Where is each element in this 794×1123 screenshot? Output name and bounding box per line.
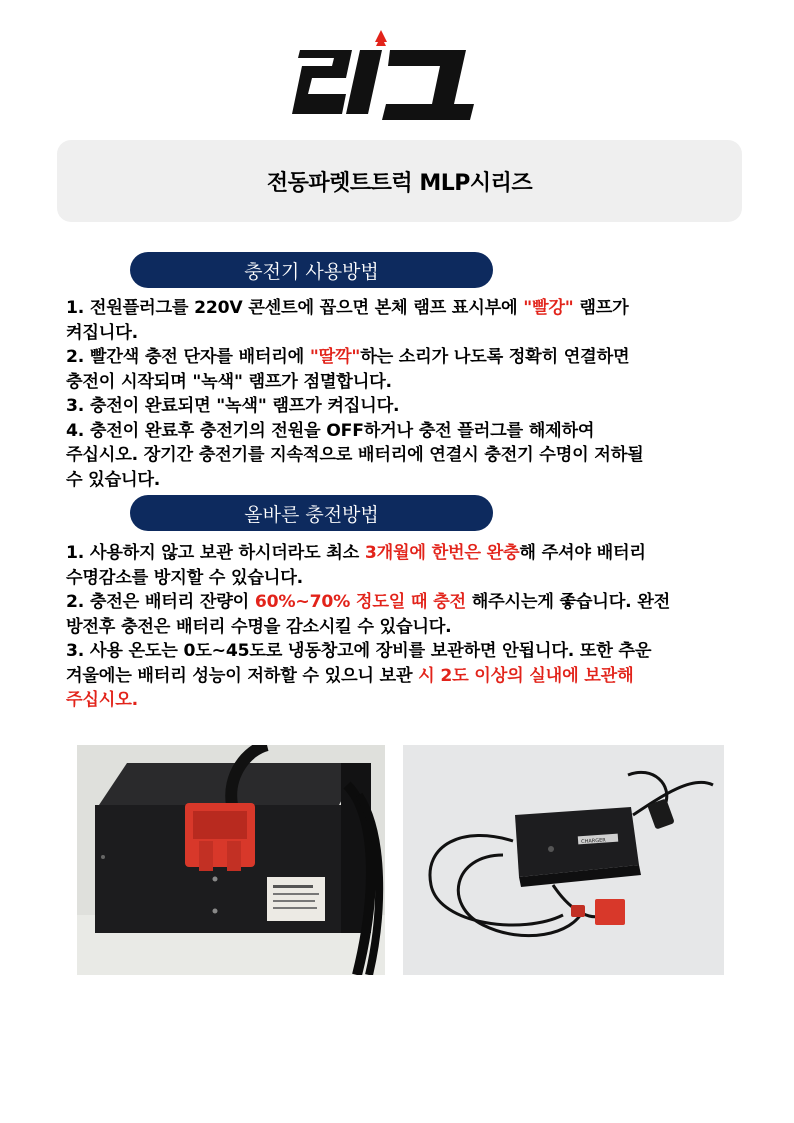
charger-with-cable-photo-icon	[403, 745, 724, 975]
text-run: 해 주셔야 배터리	[519, 543, 646, 563]
section-heading-label: 충전기 사용방법	[244, 260, 379, 283]
instruction-line	[66, 541, 736, 566]
page-title: 전동파렛트트럭 MLP시리즈	[266, 170, 533, 196]
highlight-text: "빨강"	[523, 298, 574, 318]
highlight-text: 3개월에 한번은 완충	[364, 543, 520, 563]
charger-usage-instructions	[66, 296, 736, 492]
instruction-line: 켜집니다.	[66, 322, 138, 343]
proper-charging-instructions	[66, 541, 736, 713]
section-heading-charger-usage	[130, 252, 493, 288]
section-heading-proper-charging	[130, 495, 493, 531]
text-run: 2. 빨간색 충전 단자를 배터리에	[66, 347, 310, 367]
instruction-line: 방전후 충전은 배터리 수명을 감소시킬 수 있습니다.	[66, 616, 452, 637]
instruction-line: 3. 사용 온도는 0도~45도로 냉동창고에 장비를 보관하면 안됩니다. 또한 추운	[66, 641, 652, 661]
charger-label: CHARGER	[580, 837, 606, 846]
text-run: 1. 전원플러그를 220V 콘센트에 꼽으면 본체 램프 표시부에	[66, 298, 524, 318]
text-run: 2. 충전은 배터리 잔량이	[66, 592, 255, 612]
instruction-line	[66, 664, 736, 689]
highlight-text: 시 2도 이상의 실내에 보관해	[418, 665, 634, 686]
text-run: 1. 사용하지 않고 보관 하시더라도 최소	[66, 543, 365, 563]
charger-with-cable-photo	[403, 745, 724, 975]
text-run: 겨울에는 배터리 성능이 저하할 수 있으니 보관	[66, 665, 419, 686]
brand-logo	[290, 20, 480, 120]
charger-box-photo-icon	[77, 745, 385, 975]
charger-box-photo	[77, 745, 385, 975]
text-run: 하는 소리가 나도록 정확히 연결하면	[360, 347, 630, 367]
highlight-text: "딸깍"	[309, 347, 361, 367]
text-run: 해주시는게 좋습니다. 완전	[465, 592, 671, 612]
title-banner	[57, 140, 742, 222]
instruction-line: 4. 충전이 완료후 충전기의 전원을 OFF하거나 충전 플러그를 해제하여	[66, 420, 595, 441]
instruction-line	[66, 296, 736, 321]
instruction-line: 주십시오.	[66, 690, 138, 710]
highlight-text: 60%~70% 정도일 때 충전	[254, 592, 466, 612]
instruction-line: 3. 충전이 완료되면 "녹색" 램프가 켜집니다.	[66, 396, 400, 416]
instruction-line: 수 있습니다.	[66, 469, 161, 490]
instruction-line: 충전이 시작되며 "녹색" 램프가 점멸합니다.	[66, 371, 392, 392]
instruction-line	[66, 345, 736, 370]
instruction-line: 주십시오. 장기간 충전기를 지속적으로 배터리에 연결시 충전기 수명이 저하될	[66, 445, 644, 465]
text-run: 램프가	[573, 298, 629, 318]
instruction-line	[66, 590, 736, 615]
logo-mark-icon	[290, 20, 480, 120]
instruction-line: 수명감소를 방지할 수 있습니다.	[66, 567, 303, 588]
section-heading-label: 올바른 충전방법	[244, 503, 379, 526]
